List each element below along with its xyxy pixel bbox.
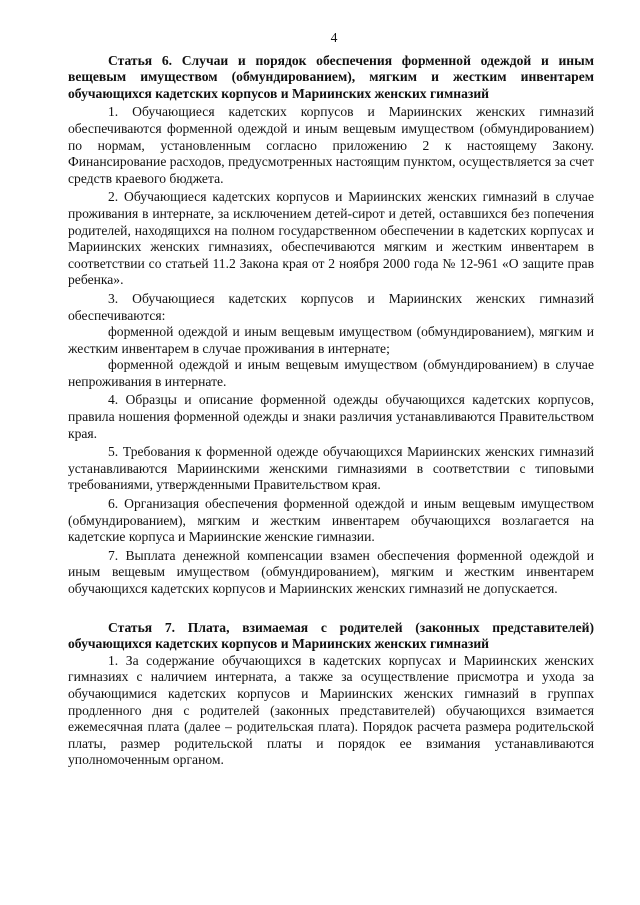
article-7-paragraph-1: 1. За содержание обучающихся в кадетских корпусах и Мариинских женских гимназиях с наличием интерната, а также за осуществление присмотра и ухода за обучающимися кадетских корпусов и Мариинских женских гимназий в группах продленного дня с родителей (законных представителей) обучающихся взимается ежемесячная плата (далее – родительская плата). Порядок расчета размера родительской платы, размер родительской платы и порядок ее взимания устанавливаются уполномоченным органом. bbox=[68, 652, 594, 768]
article-6-paragraph-3-item-1: форменной одеждой и иным вещевым имуществом (обмундированием), мягким и жестким инвентарем в случае проживания в интернате; bbox=[68, 324, 594, 356]
article-6-paragraph-2: 2. Обучающиеся кадетских корпусов и Мариинских женских гимназий в случае проживания в интернате, за исключением детей-сирот и детей, оставшихся без попечения родителей, находящихся на полном государственном обеспечении в кадетских корпусах и Мариинских женских гимназиях, обеспечиваются мягким и жестким инвентарем в соответствии со статьей 11.2 Закона края от 2 ноября 2000 года № 12-961 «О защите прав ребенка». bbox=[68, 189, 594, 288]
page-number: 4 bbox=[330, 30, 338, 45]
section-gap bbox=[68, 598, 594, 620]
article-6-paragraph-5: 5. Требования к форменной одежде обучающихся Мариинских женских гимназий устанавливаются Мариинскими женскими гимназиями в соответствии с типовыми требованиями, утвержденными Правительством края. bbox=[68, 444, 594, 493]
article-6-paragraph-3-item-2: форменной одеждой и иным вещевым имуществом (обмундированием) в случае непроживания в интернате. bbox=[68, 357, 594, 389]
article-6-heading: Статья 6. Случаи и порядок обеспечения форменной одеждой и иным вещевым имуществом (обмундированием), мягким и жестким инвентарем обучающихся кадетских корпусов и Мариинских женских гимназий bbox=[68, 52, 594, 101]
document-page bbox=[68, 30, 594, 769]
article-6-paragraph-1: 1. Обучающиеся кадетских корпусов и Мариинских женских гимназий обеспечиваются форменной одеждой и иным вещевым имуществом (обмундированием) по нормам, установленным согласно приложению 2 к настоящему Закону. Финансирование расходов, предусмотренных настоящим пунктом, осуществляется за счет средств краевого бюджета. bbox=[68, 104, 594, 186]
article-6-paragraph-3: 3. Обучающиеся кадетских корпусов и Мариинских женских гимназий обеспечиваются: bbox=[68, 290, 594, 323]
article-6-paragraph-6: 6. Организация обеспечения форменной одеждой и иным вещевым имуществом (обмундированием), мягким и жестким инвентарем обучающихся возлагается на кадетские корпуса и Мариинские женские гимназии. bbox=[68, 496, 594, 545]
article-6-paragraph-7: 7. Выплата денежной компенсации взамен обеспечения форменной одеждой и иным вещевым имуществом (обмундированием), мягким и жестким инвентарем обучающихся кадетских корпусов и Мариинских женских гимназий не допускается. bbox=[68, 547, 594, 596]
article-6-paragraph-4: 4. Образцы и описание форменной одежды обучающихся кадетских корпусов, правила ношения форменной одежды и знаки различия устанавливаются Правительством края. bbox=[68, 392, 594, 441]
article-7-heading: Статья 7. Плата, взимаемая с родителей (законных представителей) обучающихся кадетских корпусов и Мариинских женских гимназий bbox=[68, 619, 594, 652]
